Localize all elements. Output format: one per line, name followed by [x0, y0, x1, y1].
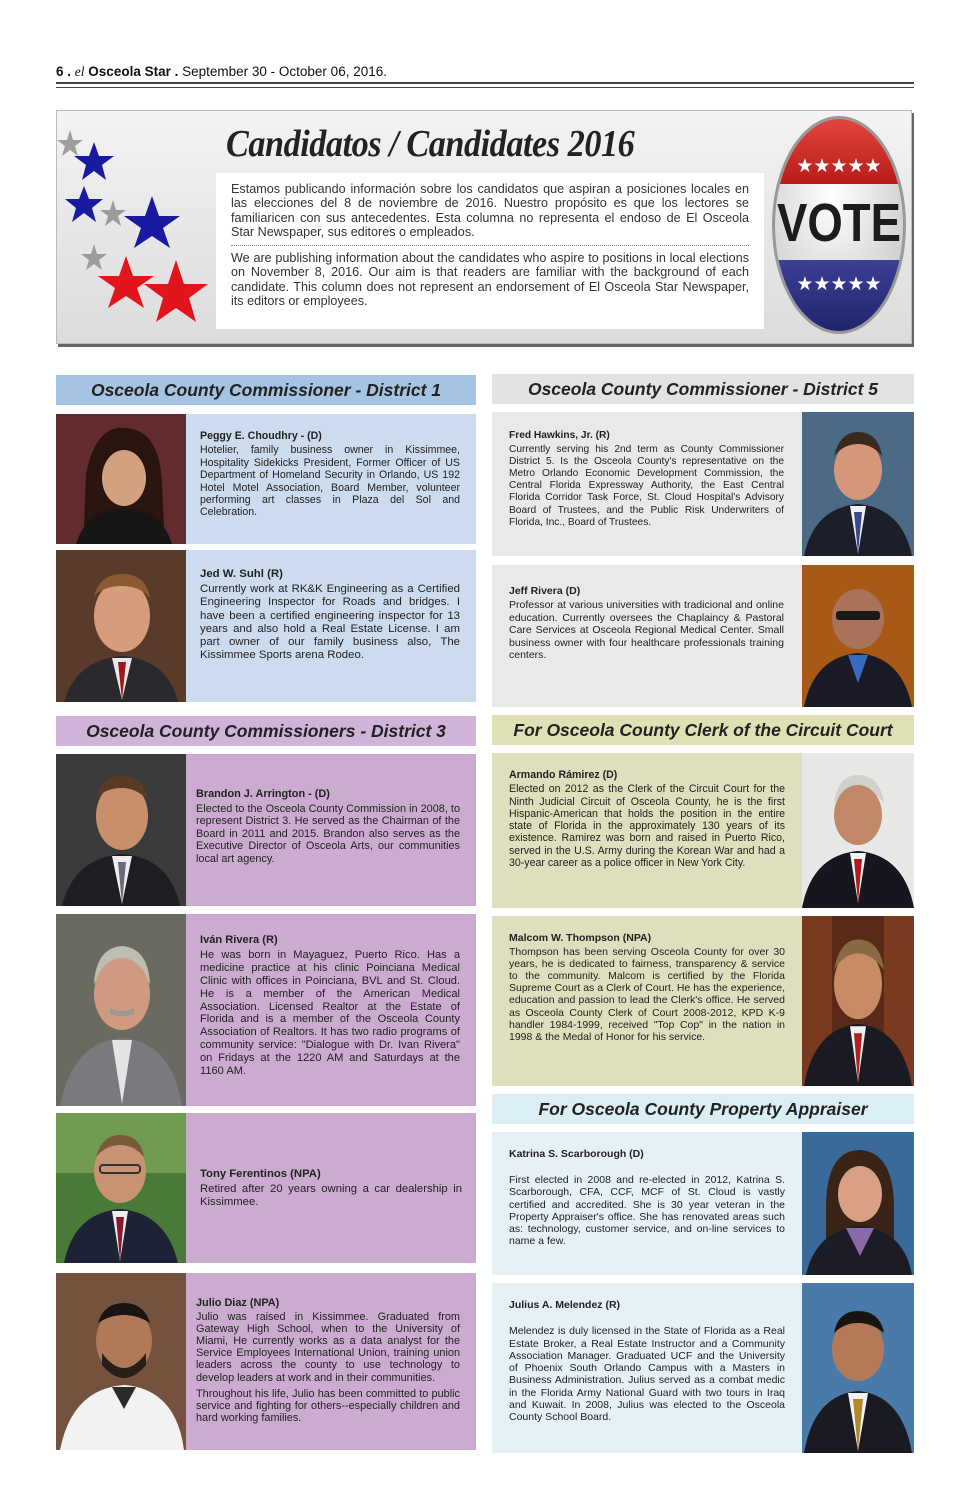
star-icon	[74, 142, 114, 180]
candidate-card-thompson	[492, 916, 914, 1086]
candidate-name: Jed W. Suhl (R)	[200, 568, 283, 580]
candidate-photo	[56, 550, 186, 702]
disclaimer-spanish: Estamos publicando información sobre los candidatos que aspiran a posiciones locales en las elecciones del 8 de noviembre de 2016. Nuestro propósito es que los lectores se familiaricen con sus antecedentes. Esta columna no representa el endoso de El Osceola Star Newspaper, sus editores o empleados.	[231, 182, 749, 239]
candidate-photo	[802, 1283, 914, 1453]
candidate-bio: Currently serving his 2nd term as County Commissioner District 5. Is the Osceola County's representative on the Metro Orlando Economic Development Commission, the Central Florida Expressway Authority, the East Central Florida Corridor Task Force, St. Cloud Hospital's Advisory Board of Trustees, and the Public Risk Underwriters of Florida, Inc., Board of Trustees.	[509, 444, 784, 528]
star-icon	[144, 260, 208, 322]
candidate-bio: Julio was raised in Kissimmee. Graduated from Gateway High School, when to the University of Miami, He currently works as a data analyst for the Service Employees International Union, training union leaders across the county to use technology to develop leaders at work and in their communities.	[196, 1311, 460, 1384]
candidate-name: Fred Hawkins, Jr. (R)	[509, 430, 610, 441]
candidate-name: Katrina S. Scarborough (D)	[509, 1148, 644, 1160]
candidate-photo	[802, 565, 914, 707]
candidate-bio: Thompson has been serving Osceola County for over 30 years, he is dedicated to fairness, transparency & service to the community. Malcom is certified by the Florida Supreme Court as a Clerk of Court. He has the experience, education and passion to lead the Clerk's office. He served as Osceola County Clerk of Court 2008-2012, KPD K-9 handler 1984-1999, received "Top Cop" in the nation in 1998 & the Medal of Honor for his service.	[509, 946, 785, 1043]
candidate-card-suhl	[56, 550, 476, 702]
candidate-card-jeff-rivera	[492, 565, 914, 707]
candidate-name: Brandon J. Arrington - (D)	[196, 788, 330, 800]
candidate-bio: Currently work at RK&K Engineering as a Certified Engineering Inspector for Roads and bridges. I have been a certified engineering inspector for 13 years and also hold a Real Estate License. I am part owner of our family business also, The Kissimmee Sports arena Rodeo.	[200, 583, 460, 662]
candidate-photo	[56, 414, 186, 544]
candidate-name: Peggy E. Choudhry - (D)	[200, 430, 322, 442]
candidate-bio: Retired after 20 years owning a car dealership in Kissimmee.	[200, 1183, 462, 1209]
section-title-appraiser: For Osceola County Property Appraiser	[492, 1094, 914, 1124]
candidate-bio: First elected in 2008 and re-elected in 2012, Katrina S. Scarborough, CFA, CCF, MCF of St. Cloud is vastly certified and accredited. She is 30 year veteran in the Property Appraiser's office. She has renovated areas such as: technology, customer service, and on-line services to name a few.	[509, 1174, 785, 1248]
candidate-photo	[802, 412, 914, 556]
candidate-bio: He was born in Mayaguez, Puerto Rico. Has a medicine practice at his clinic Poinciana Medical Clinic with offices in Poinciana, BVL and St. Cloud. He is a member of the American Medical Association. Licensed Realtor at the Estate of Florida and is a member of the Osceola County Association of Realtors. It has two radio programs of community service: "Dialogue with Dr. Ivan Rivera" on Fridays at the 1220 AM and Saturdays at the 1160 AM.	[200, 948, 460, 1078]
header-rule-thin	[56, 87, 914, 88]
candidate-bio-continued: Throughout his life, Julio has been committed to public service and fighting for others--especially children and hard working families.	[196, 1387, 460, 1424]
candidate-card-diaz	[56, 1273, 476, 1450]
star-icon	[98, 256, 154, 308]
candidate-photo	[56, 1273, 186, 1450]
disclaimer-english: We are publishing information about the candidates who aspire to positions in local elections on November 8, 2016. Our aim is that readers are familiar with the background of each candidate. This column does not represent an endorsement of El Osceola Star Newspaper, its editors or employees.	[231, 251, 749, 309]
candidate-name: Julio Diaz (NPA)	[196, 1297, 280, 1309]
candidate-bio: Elected on 2012 as the Clerk of the Circuit Court for the Ninth Judicial Circuit of Osceola County, he is the first Hispanic-American that holds the position in the entire state of Florida in the approximately 130 years of its existence. Ramirez was born and raised in Puerto Rico, served in the U.S. Army during the Korean War and had a 30-year career as a police officer in New York City.	[509, 783, 785, 870]
candidate-card-ramirez	[492, 753, 914, 908]
disclaimer-box	[216, 173, 764, 329]
star-icon	[65, 186, 103, 222]
star-icon	[57, 130, 83, 156]
candidate-card-hawkins	[492, 412, 914, 556]
vote-stars-top: ★★★★★	[796, 155, 882, 177]
banner-title: Candidatos / Candidates 2016	[226, 123, 635, 165]
candidate-name: Malcom W. Thompson (NPA)	[509, 932, 652, 944]
candidate-photo	[802, 916, 914, 1086]
candidate-card-scarborough	[492, 1132, 914, 1275]
candidate-name: Jeff Rivera (D)	[509, 585, 581, 597]
header-rule	[56, 82, 914, 84]
vote-label: VOTE	[777, 193, 901, 253]
candidate-card-melendez	[492, 1283, 914, 1453]
candidate-bio: Hotelier, family business owner in Kissimmee, Hospitality Sidekicks President, Former Officer of US Department of Homeland Security in Orlando, US 192 Hotel Motel Association, Board Member, volunteer performing art classes in Plaza del Sol and Celebration.	[200, 444, 460, 519]
candidate-photo	[802, 753, 914, 908]
issue-date: September 30 - October 06, 2016.	[182, 64, 387, 79]
stars-decoration-icon	[58, 120, 208, 340]
candidate-name: Iván Rivera (R)	[200, 934, 278, 946]
candidate-bio: Elected to the Osceola County Commission in 2008, to represent District 3. He served as the Chairman of the Board in 2011 and 2015. Brandon also serves as the Executive Director of Osceola Arts, our communities local art agency.	[196, 802, 460, 865]
paper-el: el	[74, 64, 85, 79]
star-icon	[100, 200, 126, 226]
candidate-photo	[56, 1113, 186, 1263]
candidate-card-ferentinos	[56, 1113, 476, 1263]
candidate-photo	[56, 914, 186, 1106]
candidate-photo	[56, 754, 186, 906]
candidate-bio: Melendez is duly licensed in the State of Florida as a Real Estate Broker, a Real Estate Instructor and a Community Association Manager. Graduated UCF and the University of Phoenix South Orlando Campus with a Masters in Business Administration. Julius served as a combat medic in the Florida Army National Guard with two tours in Iraq and Kuwait. In 2008, Julius was elected to the Osceola County School Board.	[509, 1325, 785, 1424]
folio-line	[56, 64, 914, 80]
vote-button-graphic	[770, 112, 908, 338]
candidate-name: Armando Rámirez (D)	[509, 769, 618, 781]
vote-stars-bottom: ★★★★★	[796, 273, 882, 295]
star-icon	[81, 244, 107, 270]
candidate-name: Julius A. Melendez (R)	[509, 1299, 621, 1311]
section-title-district-1: Osceola County Commissioner - District 1	[56, 375, 476, 405]
section-title-district-5: Osceola County Commissioner - District 5	[492, 374, 914, 404]
candidate-card-arrington	[56, 754, 476, 906]
page-number: 6 .	[56, 64, 72, 79]
paper-name: Osceola Star .	[88, 64, 179, 79]
section-title-district-3: Osceola County Commissioners - District 3	[56, 716, 476, 746]
candidate-name: Tony Ferentinos (NPA)	[200, 1168, 321, 1180]
candidate-card-ivan-rivera	[56, 914, 476, 1106]
star-icon	[124, 196, 180, 248]
candidate-card-choudhry	[56, 414, 476, 544]
candidate-photo	[802, 1132, 914, 1275]
section-title-clerk: For Osceola County Clerk of the Circuit Court	[492, 715, 914, 745]
candidate-bio: Professor at various universities with tradicional and online education. Currently oversees the Chaplaincy & Pastoral Care Services at Osceola Regional Medical Center. Small business owner with four healthcare professionals training centers.	[509, 599, 784, 662]
disclaimer-divider	[231, 245, 749, 246]
